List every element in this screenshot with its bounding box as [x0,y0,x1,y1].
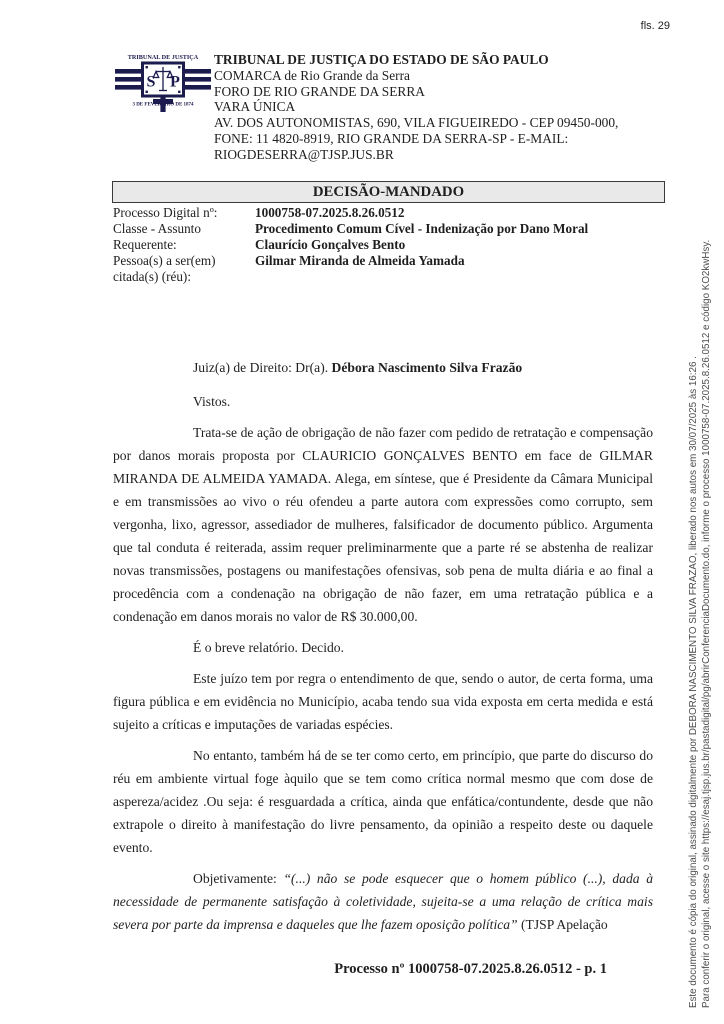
folio-number: fls. 29 [640,20,670,32]
paragraph-summary: Trata-se de ação de obrigação de não fazer com pedido de retratação e compensação por danos morais proposta por CLAURICIO GONÇALVES BENTO em face de GILMAR MIRANDA DE ALMEIDA YAMADA. Alega, em síntese, que é Presidente da Câmara Municipal e em transmissões ao vivo o réu ofendeu a parte autora com expressões como corrupto, sem vergonha, lixo, agressor, assediador de mulheres, falsificador de documento público. Argumenta que tal conduta é reiterada, assim requer preliminarmente que a parte ré se abstenha de realizar novas transmissões, postagens ou manifestações ofensivas, sob pena de multa diária e ao final a procedência com a condenação na obrigação de não fazer, em uma retratação pública e a condenação em danos morais no valor de R$ 30.000,00. [113,425,653,624]
court-name: TRIBUNAL DE JUSTIÇA DO ESTADO DE SÃO PAULO [214,52,549,67]
logo-letter-p: P [170,73,180,91]
field-row-citado [113,253,665,285]
judge-label: Juiz(a) de Direito: Dr(a). [193,360,332,375]
field-row-classe [113,221,665,237]
stamp-line-2: Para conferir o original, acesse o site https://esaj.tjsp.jus.br/pastadigital/pg/abrirConferenciaDocumento.do, informe o processo 1000758-07.2025.8.26.0512 e código KO2kwHsy. [700,239,712,1008]
field-label: Requerente: [113,237,177,252]
field-row-requerente [113,237,665,253]
quote-text: “(...) não se pode esquecer que o homem público (...), dada à necessidade de permanente satisfação à coletividade, sujeita-se a uma relação de crítica mais severa por parte da imprensa e daqueles que lhe fazem oposição política” [113,871,653,932]
paragraph-criticism: No entanto, também há de se ter como certo, em princípio, que parte do discurso do réu em ambiente virtual foge àquilo que se tem como crítica normal mesmo que com dose de aspereza/acidez .Ou seja: é resguardada a crítica, ainda que enfática/contundente, desde que não extrapole o direito à manifestação do livre pensamento, da opinião a respeito deste ou daquele evento. [113,748,653,855]
field-value: Gilmar Miranda de Almeida Yamada [255,253,465,268]
tjsp-coat-of-arms-icon [115,50,211,118]
letterhead-address: AV. DOS AUTONOMISTAS, 690, VILA FIGUEIREDO - CEP 09450-000, [214,115,619,131]
document-title-box [112,181,665,203]
paragraph-report: É o breve relatório. Decido. [193,640,344,655]
letterhead-foro: FORO DE RIO GRANDE DA SERRA [214,83,425,99]
letterhead-email: RIOGDESERRA@TJSP.JUS.BR [214,146,394,162]
logo-arc-text: TRIBUNAL DE JUSTIÇA [127,54,199,61]
quote-prefix: Objetivamente: [193,871,284,886]
letterhead-phone: FONE: 11 4820-8919, RIO GRANDE DA SERRA-SP - E-MAIL: [214,130,569,146]
logo-founding-date: 3 DE FEVEREIRO DE 1874 [132,102,194,108]
digital-signature-stamp [688,150,713,1008]
decision-body [113,356,653,944]
letterhead-text [214,50,618,163]
judge-line [113,356,653,379]
letterhead-vara: VARA ÚNICA [214,99,296,115]
field-row-processo [113,205,665,221]
page-footer-process-line: Processo nº 1000758-07.2025.8.26.0512 - p. 1 [334,961,607,977]
letterhead [115,50,678,163]
letterhead-comarca: COMARCA de Rio Grande da Serra [214,67,410,83]
field-label: Pessoa(s) a ser(em) citada(s) (réu): [113,253,216,284]
document-title: DECISÃO-MANDADO [312,184,465,200]
judge-name: Débora Nascimento Silva Frazão [331,360,523,375]
paragraph-quote [113,867,653,936]
logo-letter-s: S [146,73,156,91]
field-value: 1000758-07.2025.8.26.0512 [255,205,405,220]
field-value: Procedimento Comum Cível - Indenização por Dano Moral [255,221,589,236]
field-value: Claurício Gonçalves Bento [255,237,406,252]
paragraph-public-figure: Este juízo tem por regra o entendimento de que, sendo o autor, de certa forma, uma figura pública e em evidência no Município, acaba tendo sua vida exposta em certa medida e está sujeito a críticas e imputações de variadas espécies. [113,671,653,732]
quote-suffix: (TJSP Apelação [517,917,608,932]
vistos-line: Vistos. [193,394,231,409]
field-label: Classe - Assunto [113,221,201,236]
case-fields-table [113,205,665,285]
stamp-line-1: Este documento é cópia do original, assinado digitalmente por DEBORA NASCIMENTO SILVA FRAZAO, liberado nos autos em 30/07/2025 às 16:26 . [688,356,699,1008]
field-label: Processo Digital nº: [113,205,218,220]
